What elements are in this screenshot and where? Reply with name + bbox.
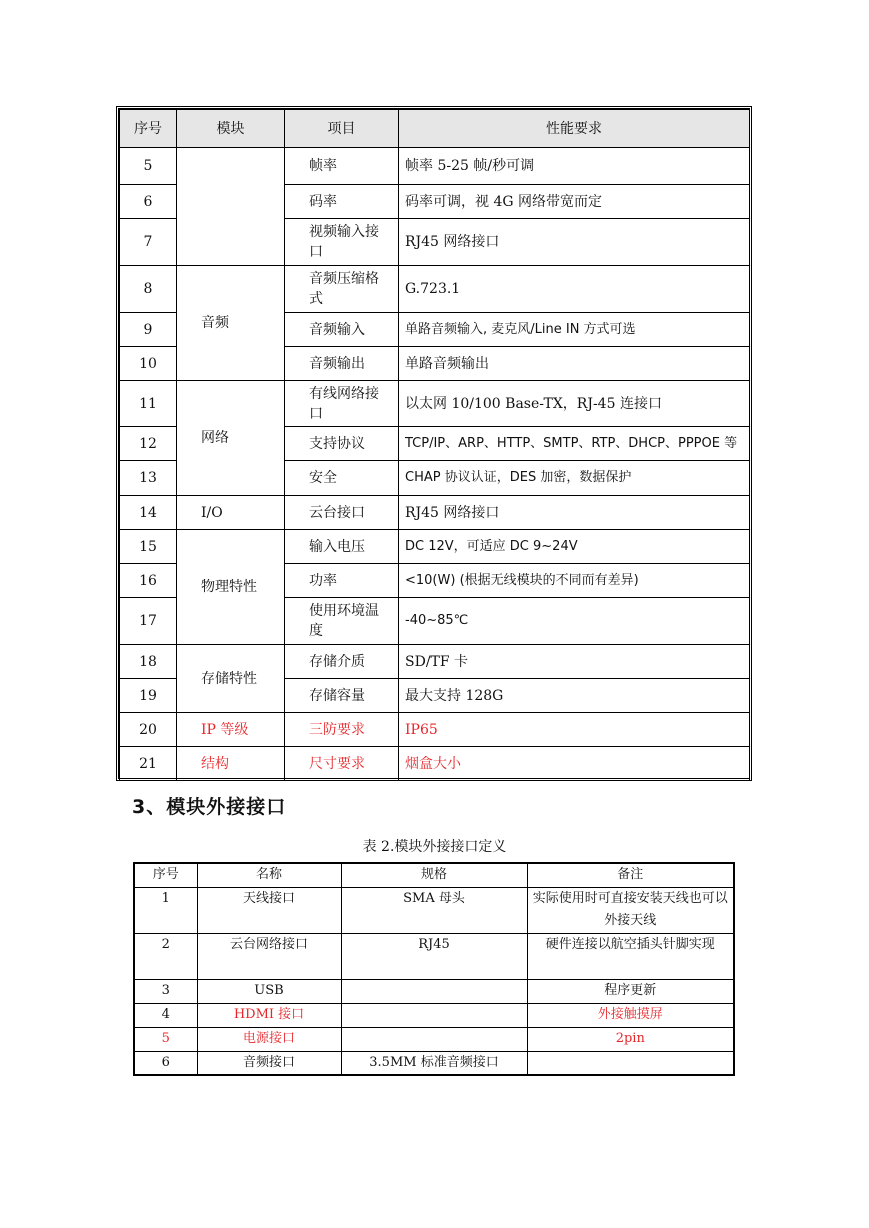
table-row — [134, 887, 734, 933]
row-number: 5 — [134, 1027, 197, 1051]
row-number: 6 — [120, 185, 177, 219]
col-header-name: 名称 — [197, 863, 341, 887]
table-caption: 表 2.模块外接接口定义 — [362, 839, 507, 855]
req-cell: 烟盒大小 — [399, 747, 750, 781]
table-row — [120, 645, 750, 679]
module-cell — [177, 148, 285, 266]
spec-cell — [341, 1027, 527, 1051]
col-header-note: 备注 — [527, 863, 734, 887]
module-cell: 物理特性 — [177, 530, 285, 645]
item-cell: 码率 — [285, 185, 399, 219]
row-number: 7 — [120, 219, 177, 266]
item-cell: 视频输入接口 — [285, 219, 399, 266]
item-cell: 音频输出 — [285, 347, 399, 381]
col-header-no: 序号 — [134, 863, 197, 887]
item-cell: 存储介质 — [285, 645, 399, 679]
row-number: 2 — [134, 933, 197, 979]
row-number: 4 — [134, 1003, 197, 1027]
col-header-item: 项目 — [285, 110, 399, 148]
item-cell: 音频输入 — [285, 313, 399, 347]
row-number: 14 — [120, 496, 177, 530]
row-number: 5 — [120, 148, 177, 185]
req-cell: G.723.1 — [399, 266, 750, 313]
spec-cell — [341, 979, 527, 1003]
module-cell: 网络 — [177, 381, 285, 496]
item-cell: 输入电压 — [285, 530, 399, 564]
row-number: 11 — [120, 381, 177, 427]
item-cell: 音频压缩格式 — [285, 266, 399, 313]
module-cell: 存储特性 — [177, 645, 285, 713]
col-header-module: 模块 — [177, 110, 285, 148]
item-cell: 使用环境温度 — [285, 598, 399, 645]
req-cell: 码率可调，视 4G 网络带宽而定 — [399, 185, 750, 219]
row-number: 8 — [120, 266, 177, 313]
req-cell: 最大支持 128G — [399, 679, 750, 713]
table-row — [120, 496, 750, 530]
row-number: 9 — [120, 313, 177, 347]
module-cell: IP 等级 — [177, 713, 285, 747]
item-cell: 云台接口 — [285, 496, 399, 530]
section-heading: 3、模块外接接口 — [132, 796, 287, 818]
item-cell: 存储容量 — [285, 679, 399, 713]
req-cell: 单路音频输入, 麦克风/Line IN 方式可选 — [399, 313, 750, 347]
table-row — [120, 266, 750, 313]
table-row — [120, 148, 750, 185]
item-cell: 尺寸要求 — [285, 747, 399, 781]
row-number: 12 — [120, 427, 177, 461]
req-cell: IP65 — [399, 713, 750, 747]
row-number: 17 — [120, 598, 177, 645]
table-row — [120, 713, 750, 747]
spec-cell: RJ45 — [341, 933, 527, 979]
req-cell: DC 12V，可适应 DC 9~24V — [399, 530, 750, 564]
spec-cell: 3.5MM 标准音频接口 — [341, 1051, 527, 1075]
row-number: 1 — [134, 887, 197, 933]
table-row — [134, 979, 734, 1003]
item-cell: 三防要求 — [285, 713, 399, 747]
req-cell: 单路音频输出 — [399, 347, 750, 381]
req-cell: -40~85℃ — [399, 598, 750, 645]
row-number: 6 — [134, 1051, 197, 1075]
table-row — [134, 1003, 734, 1027]
name-cell: HDMI 接口 — [197, 1003, 341, 1027]
header-row — [120, 110, 750, 148]
table-row — [120, 381, 750, 427]
item-cell: 安全 — [285, 461, 399, 496]
note-cell: 实际使用时可直接安装天线也可以外接天线 — [527, 887, 734, 933]
module-cell: I/O — [177, 496, 285, 530]
name-cell: 音频接口 — [197, 1051, 341, 1075]
interface-table — [133, 862, 735, 1076]
req-cell: TCP/IP、ARP、HTTP、SMTP、RTP、DHCP、PPPOE 等 — [399, 427, 750, 461]
req-cell: CHAP 协议认证，DES 加密，数据保护 — [399, 461, 750, 496]
note-cell: 硬件连接以航空插头针脚实现 — [527, 933, 734, 979]
table-row — [120, 747, 750, 781]
row-number: 18 — [120, 645, 177, 679]
col-header-no: 序号 — [120, 110, 177, 148]
spec-cell: SMA 母头 — [341, 887, 527, 933]
req-cell: 以太网 10/100 Base-TX，RJ-45 连接口 — [399, 381, 750, 427]
item-cell: 帧率 — [285, 148, 399, 185]
name-cell: 云台网络接口 — [197, 933, 341, 979]
note-cell: 程序更新 — [527, 979, 734, 1003]
col-header-req: 性能要求 — [399, 110, 750, 148]
req-cell: SD/TF 卡 — [399, 645, 750, 679]
note-cell: 外接触摸屏 — [527, 1003, 734, 1027]
item-cell: 功率 — [285, 564, 399, 598]
req-cell: <10(W) (根据无线模块的不同而有差异) — [399, 564, 750, 598]
table-row — [134, 1051, 734, 1075]
row-number: 13 — [120, 461, 177, 496]
row-number: 20 — [120, 713, 177, 747]
module-cell: 结构 — [177, 747, 285, 781]
table-row — [134, 1027, 734, 1051]
module-cell: 音频 — [177, 266, 285, 381]
item-cell: 有线网络接口 — [285, 381, 399, 427]
note-cell: 2pin — [527, 1027, 734, 1051]
name-cell: USB — [197, 979, 341, 1003]
note-cell — [527, 1051, 734, 1075]
row-number: 3 — [134, 979, 197, 1003]
spec-table — [116, 106, 752, 781]
col-header-spec: 规格 — [341, 863, 527, 887]
row-number: 19 — [120, 679, 177, 713]
table-row — [120, 530, 750, 564]
req-cell: 帧率 5-25 帧/秒可调 — [399, 148, 750, 185]
req-cell: RJ45 网络接口 — [399, 219, 750, 266]
req-cell: RJ45 网络接口 — [399, 496, 750, 530]
spec-cell — [341, 1003, 527, 1027]
item-cell: 支持协议 — [285, 427, 399, 461]
row-number: 21 — [120, 747, 177, 781]
header-row — [134, 863, 734, 887]
name-cell: 电源接口 — [197, 1027, 341, 1051]
row-number: 10 — [120, 347, 177, 381]
name-cell: 天线接口 — [197, 887, 341, 933]
row-number: 16 — [120, 564, 177, 598]
table-row — [134, 933, 734, 979]
row-number: 15 — [120, 530, 177, 564]
